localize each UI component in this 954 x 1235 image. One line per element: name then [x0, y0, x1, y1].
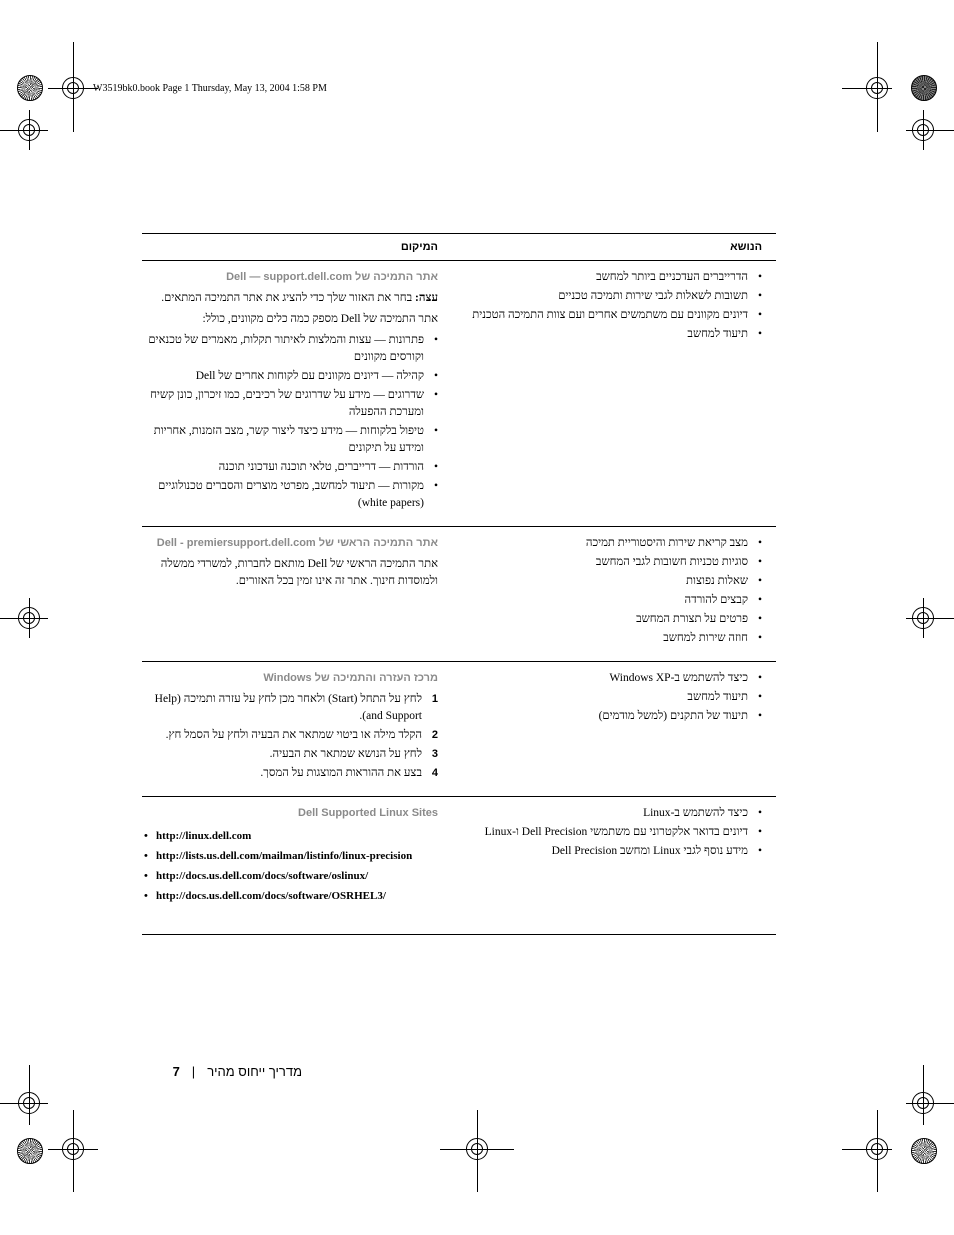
list-item: • דיונים בדואר אלקטרוני עם משתמשי Dell Precision ו-Linux	[452, 824, 762, 841]
list-item: • שאלות נפוצות	[452, 573, 762, 590]
description-text: אתר התמיכה הראשי של Dell מותאם לחברות, למשרדי ממשלה ולמוסדות חינוך. אתר זה אינו זמין בכל האזורים.	[160, 558, 438, 587]
table-row	[142, 261, 776, 527]
list-item: • סוגיות טכניות חשובות לגבי המחשב	[452, 554, 762, 571]
list-item: • שדרוגים — מידע על שדרוגים של רכיבים, כמו זיכרון, כונן קשיח ומערכת ההפעלה	[142, 387, 438, 421]
footer-separator: |	[191, 1064, 196, 1079]
color-bar-icon	[17, 1138, 43, 1164]
table-row	[142, 662, 776, 797]
resource-table	[142, 233, 776, 935]
step-number: 4	[431, 767, 438, 779]
footer-title: מדריך ייחוס מהיר	[207, 1064, 302, 1079]
location-heading: Dell Supported Linux Sites	[298, 807, 438, 819]
list-item: • כיצד להשתמש ב-Linux	[452, 805, 762, 822]
step-number: 1	[431, 693, 438, 705]
topic-list	[452, 670, 762, 725]
list-item: • הדרייברים העדכניים ביותר למחשב	[452, 269, 762, 286]
list-item: • פתרונות — עצות והמלצות לאיתור תקלות, מאמרים של טכנאים וקורסים מקוונים	[142, 332, 438, 366]
step-text: הקלד מילה או ביטוי שמתאר את הבעיה ולחץ על הסמל חץ.	[165, 729, 422, 741]
table-row	[142, 797, 776, 935]
list-item: • מצב קריאת שירות והיסטוריית תמיכה	[452, 535, 762, 552]
list-item: • דיונים מקוונים עם משתמשים אחרים ועם צוות התמיכה הטכנית	[452, 307, 762, 324]
topic-list	[452, 805, 762, 860]
color-bar-icon	[911, 1138, 937, 1164]
link-list	[142, 828, 438, 905]
tip-label: עצה:	[415, 292, 438, 304]
print-header: W3519bk0.book Page 1 Thursday, May 13, 2004 1:58 PM	[93, 83, 327, 94]
tip	[142, 290, 438, 307]
page-number: 7	[172, 1064, 180, 1079]
location-heading: אתר התמיכה הראשי של Dell - premiersupport.dell.com	[156, 537, 438, 549]
step-item	[142, 765, 438, 782]
topic-list	[452, 535, 762, 647]
page-footer	[142, 1064, 302, 1079]
column-header-topic: הנושא	[452, 234, 776, 261]
step-item	[142, 746, 438, 763]
list-item: • תיעוד למחשב	[452, 689, 762, 706]
color-bar-icon	[17, 75, 43, 101]
list-item: • מידע נוסף לגבי Linux ומחשב Dell Precision	[452, 843, 762, 860]
table-row	[142, 527, 776, 662]
location-heading: מרכז העזרה והתמיכה של Windows	[263, 672, 438, 684]
list-item: • הורדות — דרייברים, טלאי תוכנה ועדכוני תוכנה	[142, 459, 438, 476]
step-text: לחץ על התחל (Start) ולאחר מכן לחץ על עזרה ותמיכה (Help and Support).	[154, 693, 422, 722]
list-item: • תיעוד של התקנים (למשל מודמים)	[452, 708, 762, 725]
list-item: • תיעוד למחשב	[452, 326, 762, 343]
list-item: • קבצים להורדה	[452, 592, 762, 609]
step-text: לחץ על הנושא שמתאר את הבעיה.	[269, 748, 422, 760]
location-heading: אתר התמיכה של Dell — support.dell.com	[226, 271, 438, 283]
link-item[interactable]: • http://lists.us.dell.com/mailman/listinfo/linux-precision	[142, 848, 438, 865]
step-item	[142, 727, 438, 744]
list-item: • תשובות לשאלות לגבי שירות ותמיכה טכניים	[452, 288, 762, 305]
step-text: בצע את ההוראות המוצגות על המסך.	[260, 767, 422, 779]
link-item[interactable]: • http://linux.dell.com	[142, 828, 438, 845]
list-item: • טיפול בלקוחות — מידע כיצד ליצור קשר, מצב הזמנות, אחריות ומידע על תיקונים	[142, 423, 438, 457]
step-number: 2	[431, 729, 438, 741]
list-item: • פרטים על תצורת המחשב	[452, 611, 762, 628]
tool-list	[142, 332, 438, 512]
color-bar-icon	[911, 75, 937, 101]
list-item: • מקורות — תיעוד למחשב, מפרטי מוצרים והסברים טכנולוגיים (white papers)	[142, 478, 438, 512]
tip-text: בחר את האזור שלך כדי להציג את אתר התמיכה המתאים.	[161, 292, 413, 304]
link-item[interactable]: • http://docs.us.dell.com/docs/software/OSRHEL3/	[142, 888, 438, 905]
step-item	[142, 691, 438, 725]
list-item: • קהילה — דיונים מקוונים עם לקוחות אחרים של Dell	[142, 368, 438, 385]
steps-list	[142, 691, 438, 782]
list-item: • חוזה שירות למחשב	[452, 630, 762, 647]
column-header-location: המיקום	[142, 234, 452, 261]
intro-text: אתר התמיכה של Dell מספק כמה כלים מקוונים, כולל:	[202, 313, 438, 325]
link-item[interactable]: • http://docs.us.dell.com/docs/software/oslinux/	[142, 868, 438, 885]
step-number: 3	[431, 748, 438, 760]
list-item: • כיצד להשתמש ב-Windows XP	[452, 670, 762, 687]
topic-list	[452, 269, 762, 343]
